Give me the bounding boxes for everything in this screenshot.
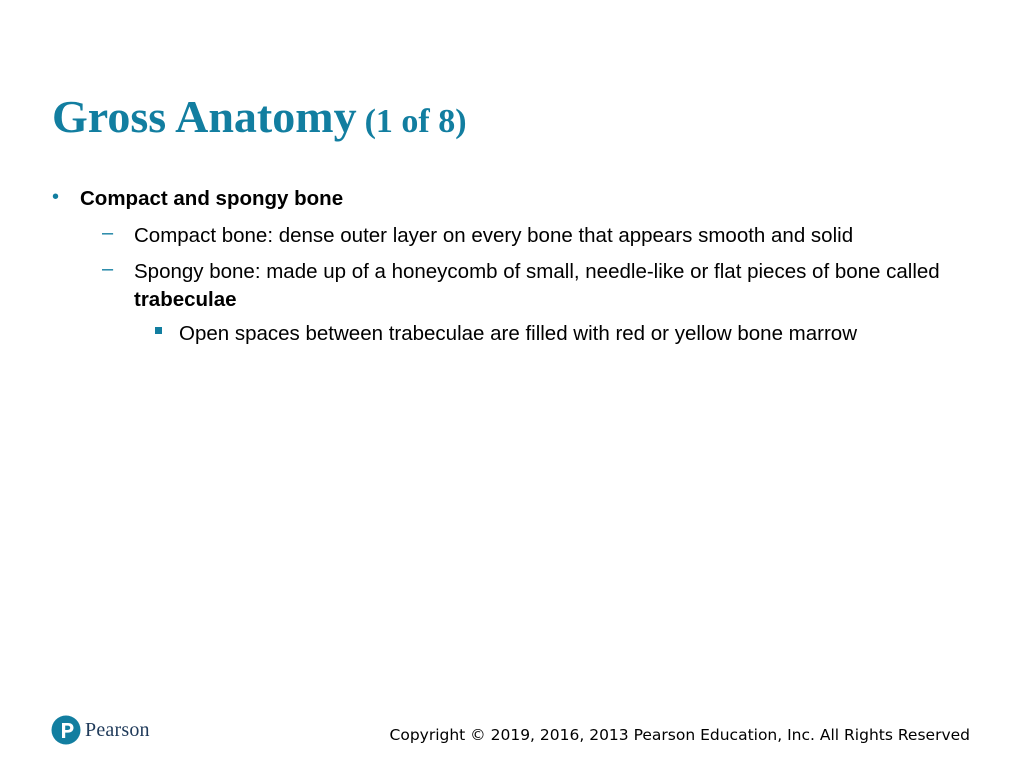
bullet-level2-text-bold-term: trabeculae xyxy=(134,288,237,311)
bullet-level2-text: Compact bone: dense outer layer on every bone that appears smooth and solid xyxy=(134,224,854,247)
dash-bullet-icon: – xyxy=(102,222,114,244)
pearson-wordmark: Pearson xyxy=(85,718,150,741)
square-bullet-icon xyxy=(155,327,162,334)
bullet-level1-text: Compact and spongy bone xyxy=(80,187,344,210)
bullet-dot-icon: • xyxy=(52,186,60,208)
slide-title-main: Gross Anatomy xyxy=(52,91,357,142)
bullet-level2-text xyxy=(134,258,979,314)
bullet-level2-text-plain: Spongy bone: made up of a honeycomb of small, needle-like or flat pieces of bone called xyxy=(134,260,940,283)
slide-title-page-indicator: (1 of 8) xyxy=(364,103,467,140)
slide-title xyxy=(52,92,467,143)
pearson-logo xyxy=(51,714,150,746)
copyright-notice: Copyright © 2019, 2016, 2013 Pearson Education, Inc. All Rights Reserved xyxy=(389,726,970,744)
pearson-p-logo-icon xyxy=(51,714,81,746)
bullet-level3-text: Open spaces between trabeculae are filled with red or yellow bone marrow xyxy=(179,322,858,345)
dash-bullet-icon: – xyxy=(102,258,114,280)
